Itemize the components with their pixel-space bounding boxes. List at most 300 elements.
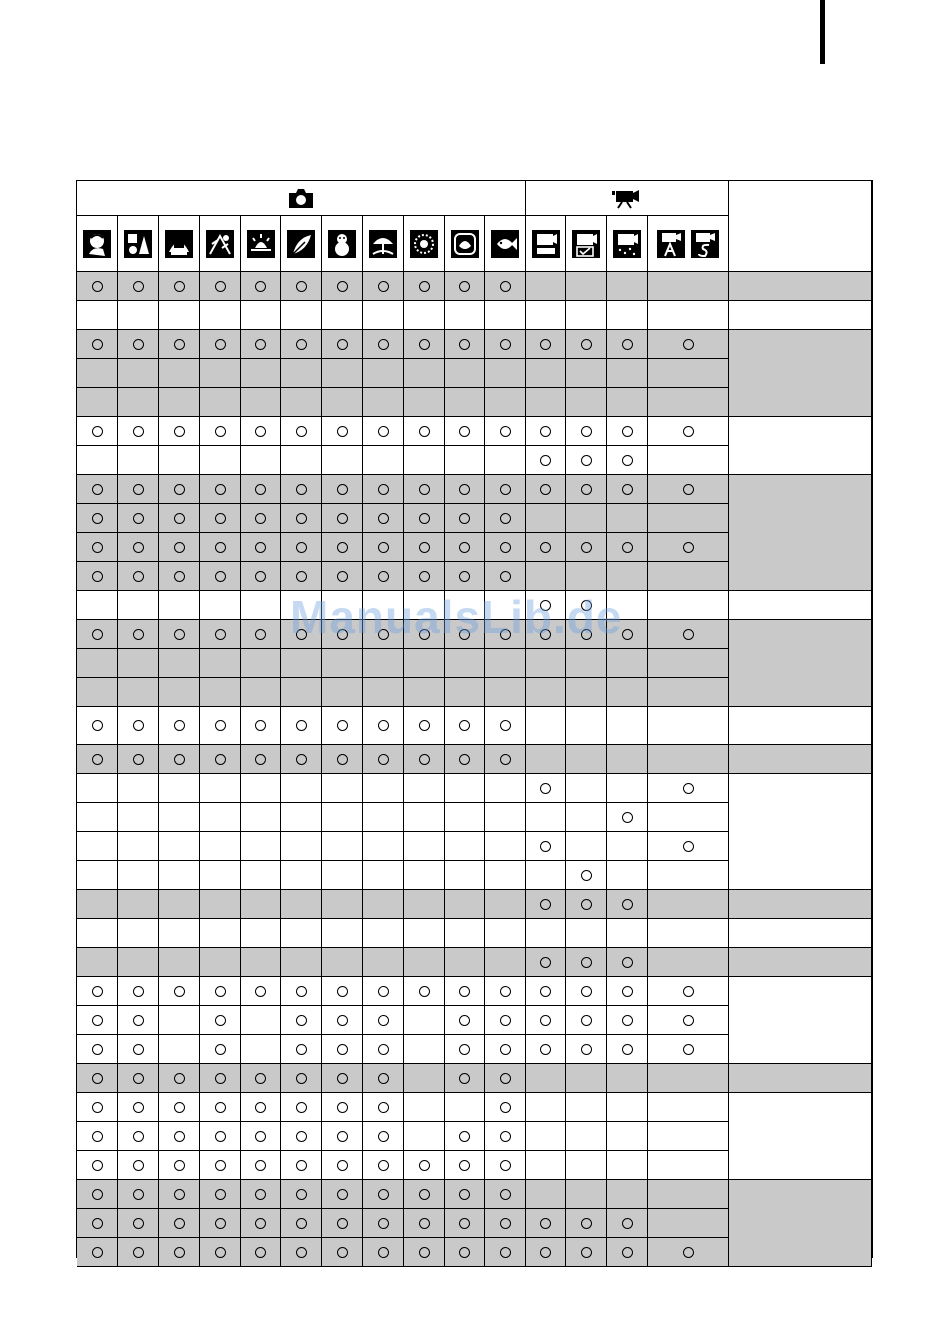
table-cell [485, 1064, 526, 1093]
table-cell [607, 388, 648, 417]
table-cell [159, 1064, 200, 1093]
kids-pets-icon [124, 230, 152, 258]
table-cell [77, 1006, 118, 1035]
table-cell [607, 1093, 648, 1122]
table-cell [322, 890, 363, 919]
table-cell [404, 707, 445, 745]
table-cell [200, 678, 241, 707]
available-mark-icon [500, 1189, 511, 1200]
table-cell [363, 1093, 404, 1122]
table-cell [445, 388, 485, 417]
table-cell [241, 1006, 281, 1035]
table-cell [526, 1093, 566, 1122]
table-cell [322, 359, 363, 388]
table-cell [281, 803, 322, 832]
mode-header-cell [200, 216, 241, 272]
available-mark-icon [255, 1131, 266, 1142]
table-cell [118, 1151, 159, 1180]
table-cell [363, 504, 404, 533]
available-mark-icon [92, 1102, 103, 1113]
table-cell [118, 861, 159, 890]
available-mark-icon [174, 1102, 185, 1113]
available-mark-icon [215, 1015, 226, 1026]
available-mark-icon [133, 1160, 144, 1171]
table-cell [566, 803, 607, 832]
available-mark-icon [581, 957, 592, 968]
table-cell [200, 562, 241, 591]
available-mark-icon [215, 1160, 226, 1171]
available-mark-icon [337, 339, 348, 350]
table-cell [159, 774, 200, 803]
available-mark-icon [174, 281, 185, 292]
table-cell [200, 475, 241, 504]
available-mark-icon [255, 1247, 266, 1258]
table-cell [445, 861, 485, 890]
available-mark-icon [215, 1073, 226, 1084]
table-cell [241, 330, 281, 359]
table-cell [404, 774, 445, 803]
table-cell [322, 475, 363, 504]
table-cell [526, 1238, 566, 1267]
table-cell [404, 417, 445, 446]
available-mark-icon [255, 1218, 266, 1229]
table-cell [485, 861, 526, 890]
table-cell [241, 890, 281, 919]
available-mark-icon [378, 1189, 389, 1200]
available-mark-icon [337, 1160, 348, 1171]
table-cell [200, 1180, 241, 1209]
table-cell [363, 330, 404, 359]
table-cell [200, 1064, 241, 1093]
table-cell [566, 745, 607, 774]
table-cell [404, 745, 445, 774]
available-mark-icon [296, 1247, 307, 1258]
notes-cell [729, 745, 872, 774]
table-cell [566, 533, 607, 562]
table-cell [404, 475, 445, 504]
table-cell [118, 707, 159, 745]
available-mark-icon [622, 957, 633, 968]
available-mark-icon [133, 542, 144, 553]
table-cell [363, 1006, 404, 1035]
available-mark-icon [500, 1247, 511, 1258]
available-mark-icon [337, 426, 348, 437]
table-cell [566, 707, 607, 745]
available-mark-icon [92, 571, 103, 582]
table-cell [200, 388, 241, 417]
table-cell [445, 803, 485, 832]
available-mark-icon [215, 1189, 226, 1200]
table-cell [526, 1006, 566, 1035]
available-mark-icon [683, 542, 694, 553]
available-mark-icon [133, 1189, 144, 1200]
table-cell [200, 948, 241, 977]
table-cell [648, 475, 729, 504]
table-cell [281, 1238, 322, 1267]
available-mark-icon [133, 339, 144, 350]
table-cell [281, 504, 322, 533]
table-cell [566, 301, 607, 330]
available-mark-icon [459, 986, 470, 997]
table-cell [118, 1006, 159, 1035]
table-cell [77, 649, 118, 678]
available-mark-icon [133, 1131, 144, 1142]
table-cell [485, 330, 526, 359]
available-mark-icon [378, 426, 389, 437]
table-cell [200, 707, 241, 745]
available-mark-icon [378, 1218, 389, 1229]
table-cell [607, 832, 648, 861]
available-mark-icon [174, 1218, 185, 1229]
table-cell [200, 649, 241, 678]
available-mark-icon [296, 1044, 307, 1055]
mode-header-cell [77, 216, 118, 272]
available-mark-icon [337, 1015, 348, 1026]
mode-header-cell [445, 216, 485, 272]
table-cell [648, 678, 729, 707]
table-cell [648, 504, 729, 533]
available-mark-icon [500, 754, 511, 765]
table-cell [485, 301, 526, 330]
table-cell [281, 359, 322, 388]
movie-camera-icon [612, 187, 642, 209]
available-mark-icon [337, 1218, 348, 1229]
table-cell [159, 1238, 200, 1267]
table-cell [526, 832, 566, 861]
available-mark-icon [378, 1015, 389, 1026]
table-cell [118, 977, 159, 1006]
table-cell [607, 446, 648, 475]
table-cell [404, 977, 445, 1006]
available-mark-icon [581, 426, 592, 437]
table-cell [159, 417, 200, 446]
table-cell [281, 919, 322, 948]
available-mark-icon [459, 1160, 470, 1171]
table-cell [445, 1209, 485, 1238]
table-cell [485, 1238, 526, 1267]
available-mark-icon [133, 986, 144, 997]
table-cell [566, 1093, 607, 1122]
table-cell [566, 504, 607, 533]
table-cell [607, 774, 648, 803]
table-cell [566, 330, 607, 359]
table-cell [281, 1064, 322, 1093]
table-cell [200, 330, 241, 359]
available-mark-icon [174, 1073, 185, 1084]
table-cell [607, 977, 648, 1006]
table-cell [118, 649, 159, 678]
available-mark-icon [459, 1131, 470, 1142]
table-cell [485, 562, 526, 591]
table-cell [566, 977, 607, 1006]
table-cell [77, 803, 118, 832]
table-cell [200, 1238, 241, 1267]
table-cell [322, 1238, 363, 1267]
available-mark-icon [683, 1015, 694, 1026]
table-cell [322, 745, 363, 774]
table-cell [322, 861, 363, 890]
table-cell [607, 533, 648, 562]
table-cell [322, 446, 363, 475]
available-mark-icon [419, 986, 430, 997]
table-cell [485, 388, 526, 417]
available-mark-icon [255, 754, 266, 765]
available-mark-icon [174, 339, 185, 350]
table-cell [526, 745, 566, 774]
table-cell [118, 774, 159, 803]
table-cell [363, 1035, 404, 1064]
table-cell [445, 649, 485, 678]
available-mark-icon [581, 484, 592, 495]
table-cell [363, 948, 404, 977]
available-mark-icon [378, 1044, 389, 1055]
table-cell [322, 1006, 363, 1035]
available-mark-icon [378, 571, 389, 582]
table-cell [159, 1180, 200, 1209]
table-cell [281, 948, 322, 977]
table-cell [445, 359, 485, 388]
available-mark-icon [581, 1015, 592, 1026]
table-cell [648, 649, 729, 678]
table-cell [77, 1151, 118, 1180]
available-mark-icon [683, 1044, 694, 1055]
available-mark-icon [174, 571, 185, 582]
available-mark-icon [296, 426, 307, 437]
table-cell [281, 890, 322, 919]
available-mark-icon [540, 1247, 551, 1258]
available-mark-icon [133, 629, 144, 640]
available-mark-icon [419, 754, 430, 765]
table-cell [241, 774, 281, 803]
available-mark-icon [296, 1102, 307, 1113]
table-cell [526, 1122, 566, 1151]
table-cell [404, 272, 445, 301]
table-cell [404, 678, 445, 707]
table-cell [526, 1151, 566, 1180]
available-mark-icon [255, 484, 266, 495]
table-cell [526, 1180, 566, 1209]
available-mark-icon [500, 986, 511, 997]
table-cell [77, 562, 118, 591]
table-cell [445, 707, 485, 745]
table-cell [445, 1006, 485, 1035]
table-cell [241, 388, 281, 417]
available-mark-icon [500, 1073, 511, 1084]
mode-header-cell [648, 216, 729, 272]
table-cell [566, 649, 607, 678]
table-cell [648, 919, 729, 948]
available-mark-icon [683, 1247, 694, 1258]
table-cell [159, 977, 200, 1006]
table-cell [281, 562, 322, 591]
foliage-leaf-icon [287, 230, 315, 258]
table-cell [363, 745, 404, 774]
table-cell [77, 745, 118, 774]
notes-cell [729, 890, 872, 919]
table-cell [485, 504, 526, 533]
available-mark-icon [92, 1015, 103, 1026]
table-cell [77, 620, 118, 649]
table-cell [77, 1093, 118, 1122]
table-cell [118, 417, 159, 446]
table-cell [526, 417, 566, 446]
table-cell [404, 890, 445, 919]
table-cell [118, 330, 159, 359]
table-cell [159, 649, 200, 678]
table-cell [322, 1209, 363, 1238]
table-cell [241, 1093, 281, 1122]
table-cell [566, 919, 607, 948]
table-cell [241, 1151, 281, 1180]
table-cell [648, 707, 729, 745]
available-mark-icon [215, 571, 226, 582]
table-cell [281, 977, 322, 1006]
indoor-icon [165, 230, 193, 258]
table-cell [404, 1209, 445, 1238]
table-cell [77, 301, 118, 330]
table-cell [648, 948, 729, 977]
table-cell [648, 388, 729, 417]
table-cell [118, 475, 159, 504]
available-mark-icon [133, 1073, 144, 1084]
table-cell [77, 1035, 118, 1064]
table-cell [322, 977, 363, 1006]
available-mark-icon [683, 484, 694, 495]
table-cell [445, 562, 485, 591]
available-mark-icon [92, 484, 103, 495]
available-mark-icon [215, 720, 226, 731]
table-cell [485, 832, 526, 861]
available-mark-icon [500, 542, 511, 553]
table-cell [648, 1093, 729, 1122]
available-mark-icon [459, 1044, 470, 1055]
available-mark-icon [255, 339, 266, 350]
table-cell [607, 707, 648, 745]
table-cell [241, 475, 281, 504]
table-cell [607, 272, 648, 301]
table-cell [241, 745, 281, 774]
available-mark-icon [92, 1131, 103, 1142]
notes-cell [729, 301, 872, 330]
available-mark-icon [419, 339, 430, 350]
table-cell [566, 1180, 607, 1209]
table-cell [363, 562, 404, 591]
table-cell [566, 948, 607, 977]
table-cell [77, 330, 118, 359]
available-mark-icon [296, 484, 307, 495]
available-mark-icon [581, 455, 592, 466]
table-cell [566, 417, 607, 446]
available-mark-icon [296, 281, 307, 292]
available-mark-icon [215, 986, 226, 997]
available-mark-icon [459, 1247, 470, 1258]
table-cell [526, 359, 566, 388]
table-cell [485, 1035, 526, 1064]
available-mark-icon [174, 754, 185, 765]
table-cell [363, 475, 404, 504]
table-cell [485, 1122, 526, 1151]
available-mark-icon [459, 720, 470, 731]
table-cell [118, 301, 159, 330]
table-cell [241, 417, 281, 446]
available-mark-icon [500, 339, 511, 350]
available-mark-icon [378, 1131, 389, 1142]
table-cell [118, 562, 159, 591]
available-mark-icon [378, 339, 389, 350]
table-cell [648, 417, 729, 446]
table-cell [241, 919, 281, 948]
beach-icon [369, 230, 397, 258]
table-cell [241, 533, 281, 562]
table-cell [566, 832, 607, 861]
available-mark-icon [296, 542, 307, 553]
table-cell [445, 977, 485, 1006]
available-mark-icon [337, 1044, 348, 1055]
table-cell [241, 649, 281, 678]
table-cell [200, 301, 241, 330]
table-cell [363, 1151, 404, 1180]
notes-cell [729, 1180, 872, 1267]
table-cell [607, 1180, 648, 1209]
table-cell [648, 803, 729, 832]
table-cell [118, 803, 159, 832]
table-cell [607, 330, 648, 359]
notes-cell [729, 707, 872, 745]
table-cell [200, 803, 241, 832]
table-cell [648, 1064, 729, 1093]
available-mark-icon [540, 484, 551, 495]
table-cell [485, 678, 526, 707]
available-mark-icon [215, 339, 226, 350]
table-cell [118, 1122, 159, 1151]
table-cell [363, 1180, 404, 1209]
available-mark-icon [215, 1247, 226, 1258]
table-cell [485, 707, 526, 745]
available-mark-icon [419, 720, 430, 731]
table-cell [77, 359, 118, 388]
available-mark-icon [92, 1073, 103, 1084]
table-cell [404, 832, 445, 861]
table-cell [241, 832, 281, 861]
table-cell [607, 475, 648, 504]
table-cell [241, 591, 281, 620]
available-mark-icon [378, 986, 389, 997]
available-mark-icon [459, 339, 470, 350]
available-mark-icon [622, 339, 633, 350]
table-cell [77, 1180, 118, 1209]
table-cell [485, 649, 526, 678]
notes-cell [729, 330, 872, 417]
table-cell [241, 1209, 281, 1238]
table-cell [200, 774, 241, 803]
available-mark-icon [92, 513, 103, 524]
table-cell [648, 591, 729, 620]
table-cell [281, 707, 322, 745]
table-cell [281, 1209, 322, 1238]
table-cell [404, 1035, 445, 1064]
table-cell [485, 745, 526, 774]
available-mark-icon [215, 513, 226, 524]
table-cell [526, 1035, 566, 1064]
available-mark-icon [215, 1131, 226, 1142]
table-cell [363, 1064, 404, 1093]
available-mark-icon [255, 986, 266, 997]
notes-cell [729, 272, 872, 301]
table-cell [648, 890, 729, 919]
table-cell [77, 388, 118, 417]
available-mark-icon [296, 1160, 307, 1171]
available-mark-icon [255, 1189, 266, 1200]
